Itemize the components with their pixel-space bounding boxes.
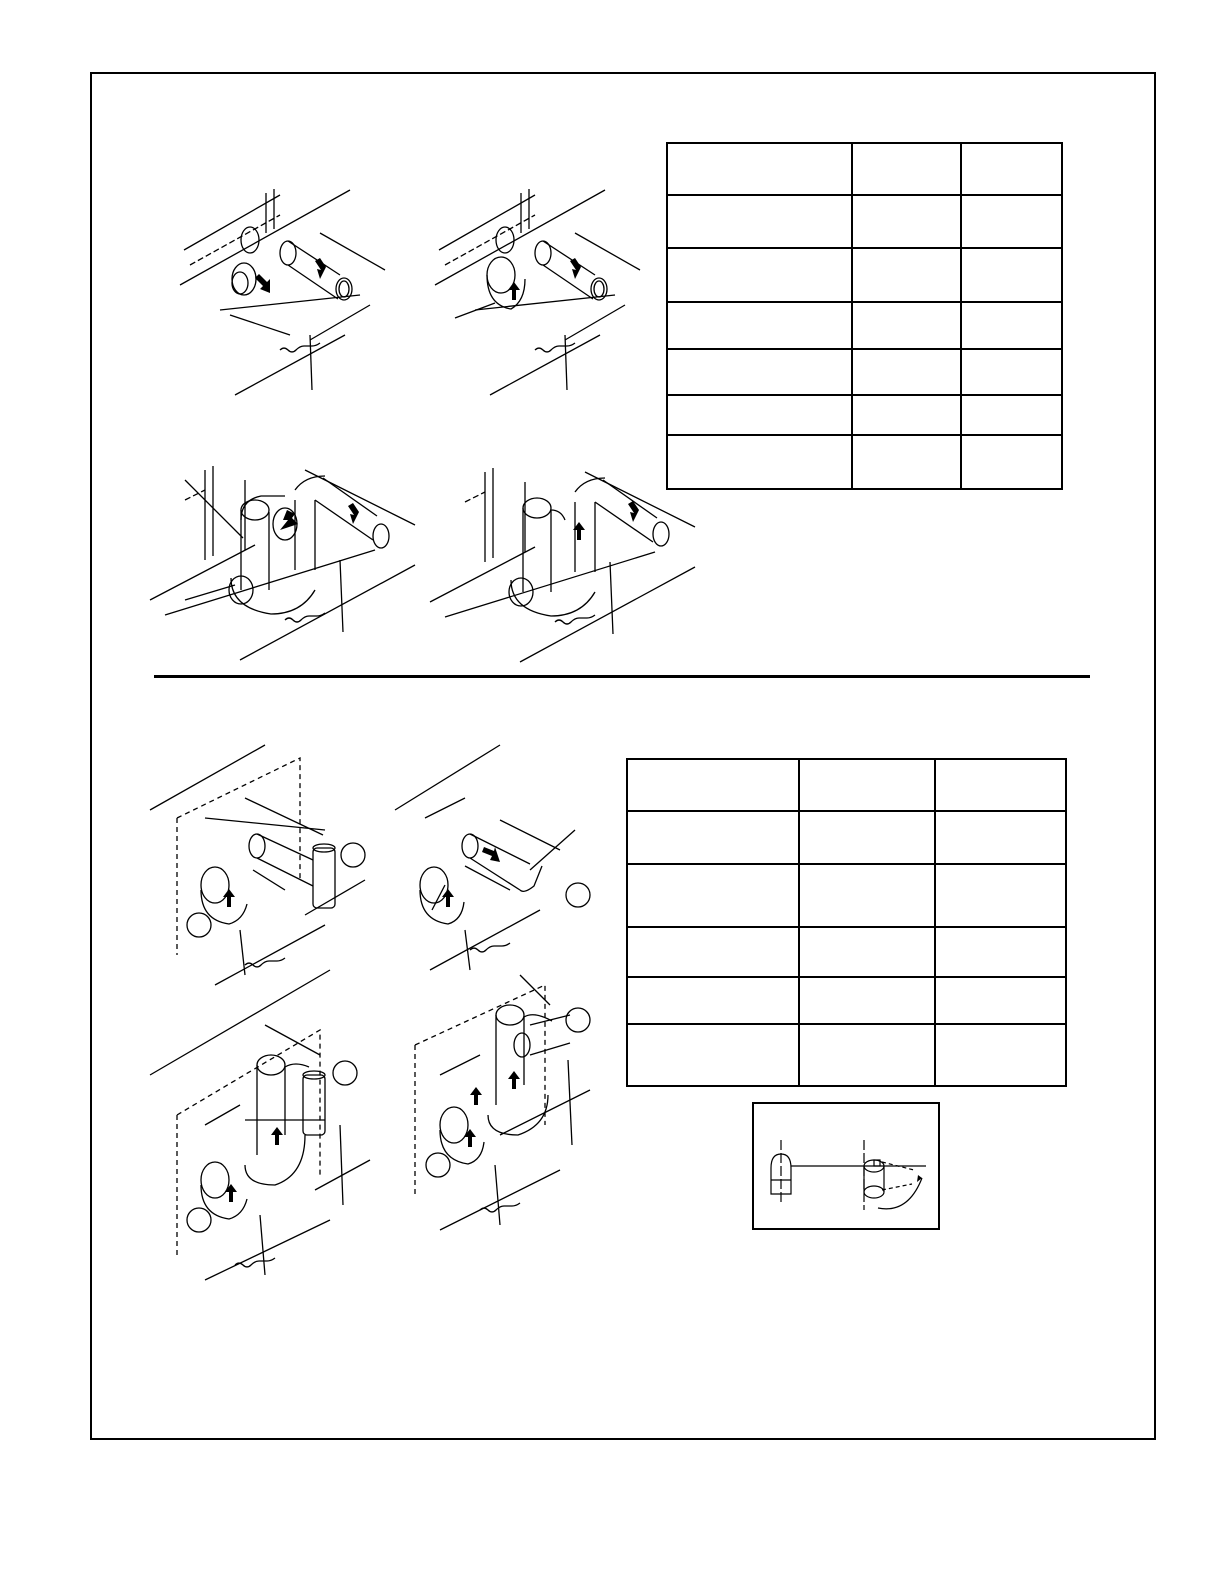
flow-arrow-icon [255,274,270,293]
flow-arrow-icon [570,258,583,279]
rotation-legend-box [752,1102,940,1230]
circle-callout-icon [187,1208,211,1232]
rotation-icon [754,1104,938,1228]
flow-arrow-icon [470,1087,482,1105]
bottom-left-riser-diagram [145,460,420,660]
wall-vent-angled-diagram [390,740,620,980]
circle-callout-icon [566,883,590,907]
wall-vent-riser-elbow-diagram [410,965,620,1235]
circle-callout-icon [333,1061,357,1085]
circle-callout-icon [426,1153,450,1177]
flow-arrow-icon [482,847,500,862]
top-left-vent-diagram [170,185,400,405]
bottom-right-riser-diagram [425,462,700,662]
section-divider [154,675,1090,678]
bottom-spec-table [626,758,1067,1087]
wall-vent-tee-diagram [145,740,385,1000]
flow-arrow-icon [628,501,641,522]
top-right-vent-diagram [425,185,655,405]
flow-arrow-icon [464,1129,476,1147]
flow-arrow-icon [225,1184,237,1202]
flow-arrow-icon [348,503,361,524]
wall-vent-riser-tee-diagram [145,965,385,1285]
top-spec-table [666,142,1063,490]
flow-arrow-icon [271,1127,283,1145]
flow-arrow-icon [315,258,328,279]
circle-callout-icon [566,1008,590,1032]
circle-callout-icon [187,913,211,937]
circle-callout-icon [341,843,365,867]
flow-arrow-icon [508,282,520,300]
flow-arrow-icon [508,1071,520,1089]
